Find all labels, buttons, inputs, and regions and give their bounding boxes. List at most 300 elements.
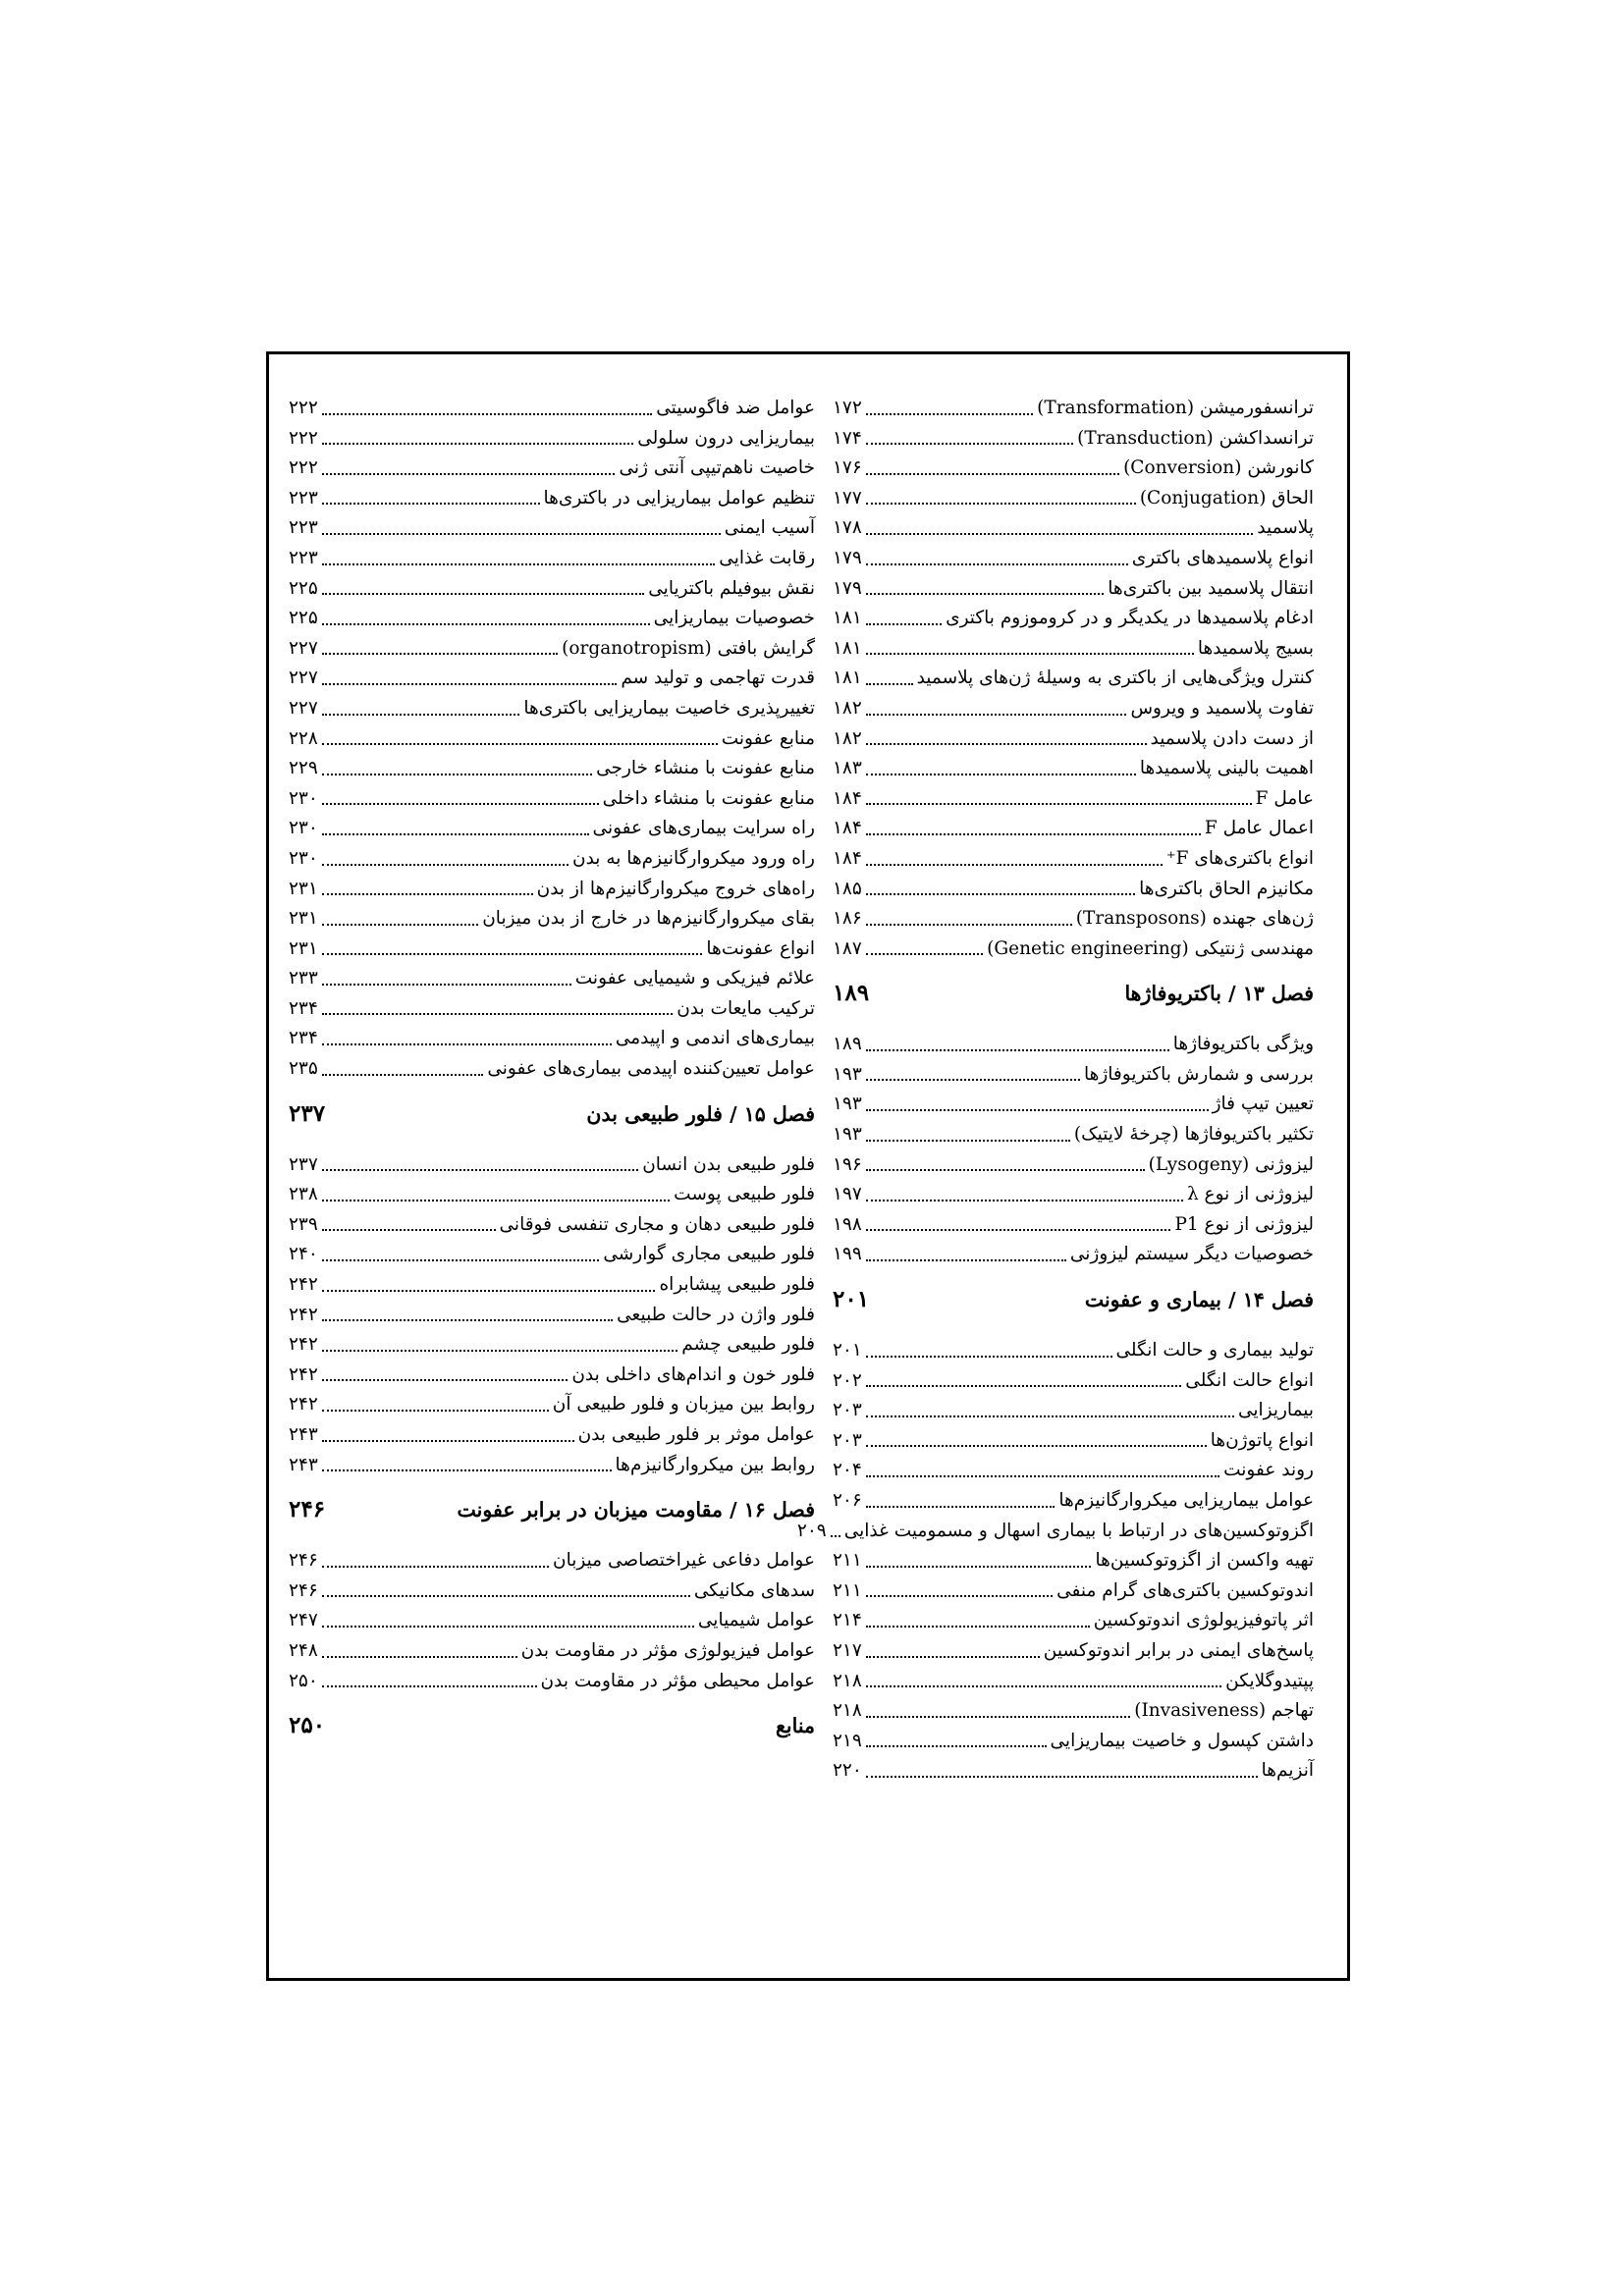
toc-entry [289, 814, 815, 844]
entry-title: پلاسمید [1257, 517, 1314, 539]
entry-title: تنظیم عوامل بیماریزایی در باکتری‌ها [543, 487, 815, 508]
page-number: ۱۹۳ [833, 1063, 862, 1085]
dot-leader [866, 473, 1119, 475]
dot-leader [866, 1685, 1221, 1687]
toc-entry [833, 1060, 1314, 1091]
toc-entry [833, 694, 1314, 724]
dot-leader [866, 893, 1135, 895]
toc-entry [833, 1727, 1314, 1757]
toc-entry [289, 1390, 815, 1420]
dot-leader [322, 623, 650, 625]
page-number: ۲۰۴ [833, 1460, 862, 1481]
page-number: ۲۲۷ [289, 637, 318, 659]
entry-title: انتقال پلاسمید بین باکتری‌ها [1108, 577, 1314, 599]
entry-title: خاصیت ناهم‌تیپی آنتی ژنی [619, 457, 815, 479]
dot-leader [322, 1074, 484, 1076]
dot-leader [322, 533, 721, 535]
toc-entry [796, 1517, 1314, 1547]
page-number: ۲۲۲ [289, 427, 318, 449]
dot-leader [866, 1356, 1112, 1358]
toc-entry [833, 1636, 1314, 1667]
entry-title: ترکیب مایعات بدن [677, 997, 815, 1019]
page-number: ۲۴۷ [289, 1610, 318, 1631]
page-number: ۲۳۷ [289, 1153, 318, 1175]
dot-leader [866, 443, 1073, 445]
toc-entry [289, 424, 815, 454]
page-number: ۲۵۰ [289, 1670, 318, 1691]
toc-entry [289, 994, 815, 1025]
dot-leader [866, 1566, 1092, 1568]
toc-entry [833, 1667, 1314, 1697]
dot-leader [322, 593, 644, 595]
entry-title: عوامل موثر بر فلور طبیعی بدن [577, 1424, 815, 1445]
page-number: ۲۲۹ [289, 758, 318, 779]
page-number: ۲۳۴ [289, 1028, 318, 1049]
entry-title: بقای میکروارگانیزم‌ها در خارج از بدن میزبان [482, 908, 815, 930]
entry-title: لیزوژنی از نوع P1 [1174, 1213, 1314, 1235]
page-number: ۱۷۹ [833, 577, 862, 599]
entry-title: آنزیم‌ها [1261, 1760, 1314, 1782]
page-number: ۲۱۴ [833, 1610, 862, 1631]
entry-title: راه سرایت بیماری‌های عفونی [592, 818, 815, 839]
page-number: ۲۰۱ [833, 1340, 862, 1362]
dot-leader [866, 1626, 1090, 1628]
entry-title: تهاجم (Invasiveness) [1134, 1700, 1314, 1722]
chapter-title: فصل ۱۶ / مقاومت میزبان در برابر عفونت [457, 1498, 815, 1522]
entry-title: لیزوژنی از نوع λ [1186, 1184, 1314, 1205]
toc-entry [833, 724, 1314, 755]
toc-entry [289, 544, 815, 574]
toc-entry [833, 1366, 1314, 1397]
toc-entry [289, 1210, 815, 1241]
dot-leader [866, 1506, 1056, 1508]
toc-entry [833, 1090, 1314, 1120]
entry-title: ادغام پلاسمیدها در یکدیگر و در کروموزوم باکتری [946, 608, 1314, 629]
entry-title: آسیب ایمنی [724, 517, 815, 539]
dot-leader [322, 924, 478, 926]
entry-title: منابع عفونت با منشاء خارجی [596, 758, 815, 779]
page-number: ۱۸۵ [833, 878, 862, 899]
dot-leader [866, 743, 1147, 745]
page-number: ۲۴۰ [289, 1244, 318, 1265]
page-number: ۲۱۱ [833, 1579, 862, 1601]
chapter-title: فصل ۱۵ / فلور طبیعی بدن [586, 1101, 815, 1126]
toc-entry [833, 1456, 1314, 1486]
dot-leader [866, 1109, 1209, 1111]
toc-entry [833, 754, 1314, 784]
dot-leader [322, 473, 616, 475]
page-number: ۲۴۲ [289, 1363, 318, 1385]
dot-leader [322, 413, 652, 415]
dot-leader [866, 1716, 1130, 1718]
page-number: ۲۳۰ [289, 818, 318, 839]
entry-title: ترانسداکشن (Transduction) [1077, 427, 1314, 449]
entry-title: بیماریزایی درون سلولی [637, 427, 815, 449]
page-number: ۲۴۲ [289, 1274, 318, 1296]
dot-leader [866, 653, 1194, 655]
entry-title: عوامل محیطی مؤثر در مقاومت بدن [540, 1670, 815, 1691]
toc-chapter-heading [289, 1709, 815, 1742]
entry-title: نقش بیوفیلم باکتریایی [648, 577, 815, 599]
entry-title: از دست دادن پلاسمید [1150, 727, 1314, 749]
page-number: ۱۸۹ [833, 980, 870, 1007]
dot-leader [866, 593, 1104, 595]
toc-entry [289, 513, 815, 544]
page-number: ۲۲۲ [289, 457, 318, 479]
toc-entry [289, 1361, 815, 1391]
toc-entry [833, 1426, 1314, 1457]
dot-leader [866, 1079, 1080, 1081]
entry-title: انواع پلاسمیدهای باکتری [1131, 547, 1314, 568]
page-number: ۲۲۰ [833, 1760, 862, 1782]
entry-title: بیماریزایی [1237, 1400, 1314, 1421]
entry-title: گرایش بافتی (organotropism) [562, 637, 815, 659]
entry-title: فلور طبیعی دهان و مجاری تنفسی فوقانی [499, 1213, 815, 1235]
chapter-title: فصل ۱۴ / بیماری و عفونت [1084, 1288, 1314, 1312]
toc-entry [289, 1546, 815, 1576]
dot-leader [322, 833, 589, 835]
page-number: ۲۴۶ [289, 1550, 318, 1572]
toc-entry [833, 844, 1314, 875]
dot-leader [831, 1535, 840, 1537]
page-number: ۱۸۴ [833, 818, 862, 839]
dot-leader [322, 774, 592, 775]
page-number: ۲۰۱ [833, 1286, 870, 1313]
toc-entry [833, 1180, 1314, 1210]
dot-leader [322, 1290, 656, 1292]
page-number: ۲۲۳ [289, 547, 318, 568]
dot-leader [322, 893, 533, 895]
toc-entry [289, 1270, 815, 1301]
page-number: ۲۱۸ [833, 1670, 862, 1691]
chapter-title: منابع [775, 1714, 815, 1738]
dot-leader [866, 1656, 1040, 1658]
page-number: ۲۰۹ [796, 1520, 827, 1541]
dot-leader [866, 714, 1127, 716]
toc-entry [833, 934, 1314, 965]
toc-entry [289, 934, 815, 965]
toc-entry [833, 394, 1314, 424]
toc-entry [289, 964, 815, 994]
dot-leader [322, 714, 520, 716]
page-number: ۲۰۶ [833, 1490, 862, 1511]
dot-leader [866, 1475, 1219, 1477]
entry-title: روابط بین میکروارگانیزم‌ها [615, 1454, 815, 1475]
page-number: ۲۳۸ [289, 1184, 318, 1205]
dot-leader [322, 1656, 517, 1658]
toc-entry [833, 1606, 1314, 1636]
page-number: ۲۳۳ [289, 968, 318, 989]
dot-leader [322, 1440, 574, 1442]
page-number: ۱۷۹ [833, 547, 862, 568]
page-number: ۱۸۶ [833, 908, 862, 930]
entry-title: انواع پاتوژن‌ها [1210, 1429, 1314, 1451]
toc-entry [289, 1024, 815, 1054]
page-number: ۱۹۹ [833, 1244, 862, 1265]
dot-leader [866, 833, 1201, 835]
page-number: ۲۰۳ [833, 1429, 862, 1451]
page-number: ۲۴۲ [289, 1394, 318, 1415]
page-number: ۲۳۹ [289, 1213, 318, 1235]
page-number: ۱۸۲ [833, 697, 862, 719]
entry-title: الحاق (Conjugation) [1139, 487, 1314, 508]
entry-title: فلور طبیعی پوست [674, 1184, 815, 1205]
dot-leader [866, 803, 1252, 805]
entry-title: ویژگی باکتریوفاژها [1172, 1034, 1314, 1055]
dot-leader [322, 1566, 549, 1568]
toc-entry [289, 1451, 815, 1481]
toc-entry [289, 634, 815, 665]
dot-leader [866, 924, 1072, 926]
entry-title: علائم فیزیکی و شیمیایی عفونت [574, 968, 815, 989]
dot-leader [322, 1685, 537, 1687]
entry-title: داشتن کپسول و خاصیت بیماریزایی [1050, 1730, 1314, 1751]
dot-leader [866, 683, 913, 685]
dot-leader [866, 864, 1163, 866]
page-number: ۲۳۱ [289, 908, 318, 930]
dot-leader [322, 1379, 568, 1381]
toc-entry [289, 904, 815, 934]
toc-entry [833, 1486, 1314, 1517]
page-number: ۱۸۴ [833, 847, 862, 869]
entry-title: قدرت تهاجمی و تولید سم [621, 667, 815, 689]
toc-entry [833, 1696, 1314, 1727]
page-number: ۲۴۲ [289, 1304, 318, 1325]
toc-entry [833, 513, 1314, 544]
page-number: ۱۸۷ [833, 937, 862, 959]
page-number: ۱۸۱ [833, 608, 862, 629]
page-number: ۱۹۳ [833, 1124, 862, 1146]
toc-entry [289, 1576, 815, 1607]
toc-entry [289, 574, 815, 605]
page-number: ۱۸۱ [833, 637, 862, 659]
entry-title: تفاوت پلاسمید و ویروس [1130, 697, 1314, 719]
entry-title: کانورشن (Conversion) [1123, 457, 1314, 479]
toc-entry [289, 484, 815, 514]
dot-leader [866, 1776, 1258, 1778]
page-number: ۲۴۳ [289, 1454, 318, 1475]
page-frame [266, 351, 1350, 1981]
toc-entry [833, 1396, 1314, 1426]
dot-leader [866, 623, 942, 625]
page-number: ۱۷۷ [833, 487, 862, 508]
page-number: ۲۴۲ [289, 1334, 318, 1356]
page-number: ۲۳۱ [289, 878, 318, 899]
entry-title: اهمیت بالینی پلاسمیدها [1139, 758, 1314, 779]
entry-title: فلور طبیعی چشم [681, 1334, 815, 1356]
dot-leader [322, 1200, 670, 1201]
entry-title: بررسی و شمارش باکتریوفاژها [1083, 1063, 1314, 1085]
dot-leader [866, 1415, 1234, 1417]
dot-leader [322, 683, 618, 685]
toc-chapter-heading [289, 1097, 815, 1131]
page-number: ۲۴۳ [289, 1424, 318, 1445]
toc-entry [833, 1120, 1314, 1150]
entry-title: تعیین تیپ فاژ [1212, 1094, 1314, 1115]
dot-leader [322, 953, 703, 955]
dot-leader [866, 413, 1033, 415]
toc-entry [289, 724, 815, 755]
dot-leader [866, 953, 983, 955]
toc-chapter-heading [289, 1493, 815, 1526]
toc-entry [833, 634, 1314, 665]
dot-leader [322, 803, 599, 805]
toc-entry [833, 814, 1314, 844]
dot-leader [322, 1350, 677, 1352]
entry-title: راه ورود میکروارگانیزم‌ها به بدن [572, 847, 815, 869]
page-number: ۲۲۲ [289, 398, 318, 418]
entry-title: اثر پاتوفیزیولوژی اندوتوکسین [1093, 1610, 1314, 1631]
page-number: ۲۴۸ [289, 1639, 318, 1661]
entry-title: مهندسی ژنتیکی (Genetic engineering) [987, 937, 1314, 959]
entry-title: اعمال عامل F [1204, 818, 1314, 839]
page-number: ۲۲۷ [289, 697, 318, 719]
entry-title: اگزوتوکسین‌های در ارتباط با بیماری اسهال و مسمومیت غذایی [843, 1520, 1314, 1541]
toc-entry [833, 424, 1314, 454]
dot-leader [866, 563, 1128, 565]
page-number: ۲۳۰ [289, 847, 318, 869]
entry-title: عامل F [1255, 787, 1314, 809]
entry-title: فلور طبیعی مجاری گوارشی [603, 1244, 815, 1265]
dot-leader [322, 1469, 612, 1471]
dot-leader [866, 1595, 1053, 1597]
page-number: ۲۲۳ [289, 487, 318, 508]
entry-title: فلور واژن در حالت طبیعی [617, 1304, 815, 1325]
page-number: ۲۰۳ [833, 1400, 862, 1421]
page-number: ۱۹۳ [833, 1094, 862, 1115]
entry-title: بیماری‌های اندمی و اپیدمی [615, 1028, 815, 1049]
dot-leader [322, 1229, 496, 1231]
toc-entry [289, 1667, 815, 1697]
entry-title: انواع حالت انگلی [1185, 1369, 1314, 1391]
toc-entry [289, 394, 815, 424]
dot-leader [322, 1626, 694, 1628]
dot-leader [866, 1385, 1181, 1387]
page-number: ۲۱۹ [833, 1730, 862, 1751]
toc-entry [289, 694, 815, 724]
page-number: ۱۸۲ [833, 727, 862, 749]
entry-title: راه‌های خروج میکروارگانیزم‌ها از بدن [536, 878, 815, 899]
page-number: ۱۷۶ [833, 457, 862, 479]
toc-entry [833, 784, 1314, 815]
entry-title: فلور خون و اندام‌های داخلی بدن [571, 1363, 815, 1385]
toc-entry [289, 664, 815, 694]
toc-left-column [289, 394, 815, 1762]
entry-title: تغییرپذیری خاصیت بیماریزایی باکتری‌ها [523, 697, 815, 719]
toc-entry [289, 1420, 815, 1451]
toc-entry [833, 1756, 1314, 1787]
dot-leader [322, 503, 540, 505]
page-number: ۲۱۸ [833, 1700, 862, 1722]
toc-entry [833, 1240, 1314, 1270]
entry-title: تکثیر باکتریوفاژها (چرخهٔ لایتیک) [1073, 1124, 1314, 1146]
dot-leader [866, 1259, 1066, 1261]
entry-title: لیزوژنی (Lysogeny) [1148, 1153, 1314, 1175]
dot-leader [322, 1043, 612, 1045]
entry-title: ترانسفورمیشن (Transformation) [1037, 398, 1314, 418]
toc-entry [833, 875, 1314, 905]
toc-entry [833, 1336, 1314, 1366]
page-number: ۲۱۷ [833, 1639, 862, 1661]
toc-entry [289, 1330, 815, 1361]
dot-leader [322, 1319, 613, 1321]
entry-title: اندوتوکسین باکتری‌های گرام منفی [1056, 1579, 1314, 1601]
toc-entry [289, 875, 815, 905]
page-number: ۲۳۷ [289, 1099, 326, 1127]
toc-chapter-heading [833, 1283, 1314, 1316]
entry-title: عوامل فیزیولوژی مؤثر در مقاومت بدن [520, 1639, 815, 1661]
page-number: ۲۲۷ [289, 667, 318, 689]
toc-entry [833, 454, 1314, 484]
entry-title: عوامل بیماریزایی میکروارگانیزم‌ها [1058, 1490, 1314, 1511]
entry-title: فلور طبیعی بدن انسان [642, 1153, 815, 1175]
entry-title: منابع عفونت [721, 727, 815, 749]
entry-title: روند عفونت [1223, 1460, 1314, 1481]
toc-entry [833, 1210, 1314, 1241]
dot-leader [866, 774, 1136, 775]
dot-leader [866, 1200, 1183, 1201]
page-number: ۲۱۱ [833, 1550, 862, 1572]
toc-entry [289, 1301, 815, 1331]
page-number: ۲۳۰ [289, 787, 318, 809]
entry-title: عوامل تعیین‌کننده اپیدمی بیماری‌های عفونی [487, 1058, 815, 1080]
entry-title: عوامل شیمیایی [697, 1610, 815, 1631]
page-number: ۲۴۶ [289, 1496, 326, 1523]
page-number: ۲۲۸ [289, 727, 318, 749]
toc-entry [289, 1240, 815, 1270]
toc-entry [289, 1606, 815, 1636]
entry-title: پاسخ‌های ایمنی در برابر اندوتوکسین [1043, 1639, 1314, 1661]
dot-leader [866, 1229, 1171, 1231]
toc-entry [833, 544, 1314, 574]
dot-leader [322, 864, 568, 866]
page-number: ۲۴۶ [289, 1579, 318, 1601]
dot-leader [322, 1169, 638, 1171]
page-number: ۱۸۴ [833, 787, 862, 809]
entry-title: ژن‌های جهنده (Transposons) [1075, 908, 1314, 930]
entry-title: تهیه واکسن از اگزوتوکسین‌ها [1095, 1550, 1314, 1572]
entry-title: عوامل دفاعی غیراختصاصی میزبان [553, 1550, 815, 1572]
entry-title: کنترل ویژگی‌هایی از باکتری به وسیلهٔ ژن‌های پلاسمید [916, 667, 1314, 689]
toc-entry [289, 1180, 815, 1210]
page-number: ۱۹۶ [833, 1153, 862, 1175]
entry-title: خصوصیات بیماریزایی [653, 608, 815, 629]
toc-entry [833, 1546, 1314, 1576]
entry-title: فلور طبیعی پیشابراه [659, 1274, 815, 1296]
dot-leader [322, 743, 718, 745]
toc-entry [833, 604, 1314, 634]
dot-leader [866, 1140, 1070, 1142]
dot-leader [866, 503, 1136, 505]
entry-title: پپتیدوگلایکن [1225, 1670, 1314, 1691]
page-number: ۲۲۵ [289, 577, 318, 599]
page-number: ۱۷۲ [833, 398, 862, 418]
chapter-title: فصل ۱۳ / باکتریوفاژها [1124, 982, 1314, 1006]
page-number: ۱۸۹ [833, 1034, 862, 1055]
page-number: ۱۹۷ [833, 1184, 862, 1205]
page-number: ۱۹۸ [833, 1213, 862, 1235]
toc-entry [289, 784, 815, 815]
dot-leader [866, 1049, 1169, 1051]
toc-entry [833, 664, 1314, 694]
dot-leader [322, 653, 558, 655]
page-number: ۱۸۳ [833, 758, 862, 779]
toc-entry [833, 904, 1314, 934]
toc-entry [833, 1030, 1314, 1060]
toc-entry [289, 1636, 815, 1667]
dot-leader [322, 1013, 673, 1015]
page-number: ۲۵۰ [289, 1712, 326, 1739]
